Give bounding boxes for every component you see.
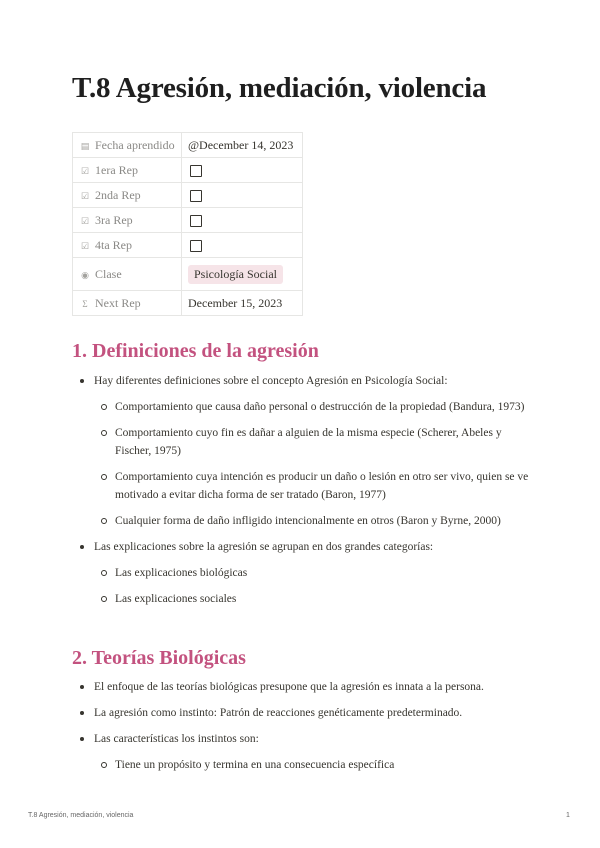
property-value xyxy=(182,133,303,158)
property-label-text: 1era Rep xyxy=(95,162,138,177)
definiciones-list xyxy=(72,372,532,608)
property-row xyxy=(73,233,303,258)
checkbox[interactable] xyxy=(190,215,202,227)
property-label-text: 2nda Rep xyxy=(95,187,141,202)
property-label xyxy=(73,183,182,208)
checkbox-icon: ☑ xyxy=(80,165,90,176)
checkbox[interactable] xyxy=(190,165,202,177)
property-row xyxy=(73,291,303,316)
property-label xyxy=(73,208,182,233)
list-item: Las explicaciones sobre la agresión se agrupan en dos grandes categorías: xyxy=(72,538,532,556)
teorias-list xyxy=(72,678,532,774)
property-label xyxy=(73,291,182,316)
list-item: Las explicaciones sociales xyxy=(72,590,532,608)
select-tag[interactable]: Psicología Social xyxy=(188,265,283,284)
property-row xyxy=(73,208,303,233)
checkbox-icon: ☑ xyxy=(80,240,90,251)
property-label xyxy=(73,158,182,183)
property-value xyxy=(182,291,303,316)
property-label-text: 4ta Rep xyxy=(95,237,132,252)
list-item: La agresión como instinto: Patrón de reacciones genéticamente predeterminado. xyxy=(72,704,532,722)
list-item: Cualquier forma de daño infligido intencionalmente en otros (Baron y Byrne, 2000) xyxy=(72,512,532,530)
property-label xyxy=(73,258,182,291)
checkbox[interactable] xyxy=(190,240,202,252)
property-label-text: Clase xyxy=(95,266,122,281)
property-label xyxy=(73,133,182,158)
list-item: Tiene un propósito y termina en una consecuencia específica xyxy=(72,756,532,774)
list-item: Comportamiento cuya intención es producir un daño o lesión en otro ser vivo, quien se ve motivado a evitar dicha forma de ser tratado (Baron, 1977) xyxy=(72,468,532,504)
page-number: 1 xyxy=(566,812,570,819)
property-value xyxy=(182,208,303,233)
checkbox-icon: ☑ xyxy=(80,215,90,226)
list-item: Las características los instintos son: xyxy=(72,730,532,748)
property-value-text: @December 14, 2023 xyxy=(188,137,294,152)
list-item: Las explicaciones biológicas xyxy=(72,564,532,582)
formula-icon: Σ xyxy=(82,298,88,309)
property-label xyxy=(73,233,182,258)
list-item: Comportamiento que causa daño personal o destrucción de la propiedad (Bandura, 1973) xyxy=(72,398,532,416)
calendar-icon: ▤ xyxy=(80,140,90,151)
section-heading-definiciones: 1. Definiciones de la agresión xyxy=(72,340,319,362)
footer-title: T.8 Agresión, mediación, violencia xyxy=(28,812,134,819)
list-item: El enfoque de las teorías biológicas presupone que la agresión es innata a la persona. xyxy=(72,678,532,696)
properties-table xyxy=(72,132,303,316)
property-label-text: Next Rep xyxy=(95,295,141,310)
checkbox[interactable] xyxy=(190,190,202,202)
section-heading-teorias: 2. Teorías Biológicas xyxy=(72,647,246,669)
property-row xyxy=(73,158,303,183)
property-value xyxy=(182,158,303,183)
checkbox-icon: ☑ xyxy=(80,190,90,201)
property-value-text: December 15, 2023 xyxy=(188,295,283,310)
property-value xyxy=(182,183,303,208)
property-value xyxy=(182,233,303,258)
property-row xyxy=(73,133,303,158)
property-label-text: Fecha aprendido xyxy=(95,137,175,152)
property-row xyxy=(73,258,303,291)
select-icon: ◉ xyxy=(81,269,89,280)
property-row xyxy=(73,183,303,208)
page-title: T.8 Agresión, mediación, violencia xyxy=(72,72,487,104)
list-item: Comportamiento cuyo fin es dañar a alguien de la misma especie (Scherer, Abeles y Fischer, 1975) xyxy=(72,424,532,460)
list-item: Hay diferentes definiciones sobre el concepto Agresión en Psicología Social: xyxy=(72,372,532,390)
property-value xyxy=(182,258,303,291)
property-label-text: 3ra Rep xyxy=(95,212,133,227)
